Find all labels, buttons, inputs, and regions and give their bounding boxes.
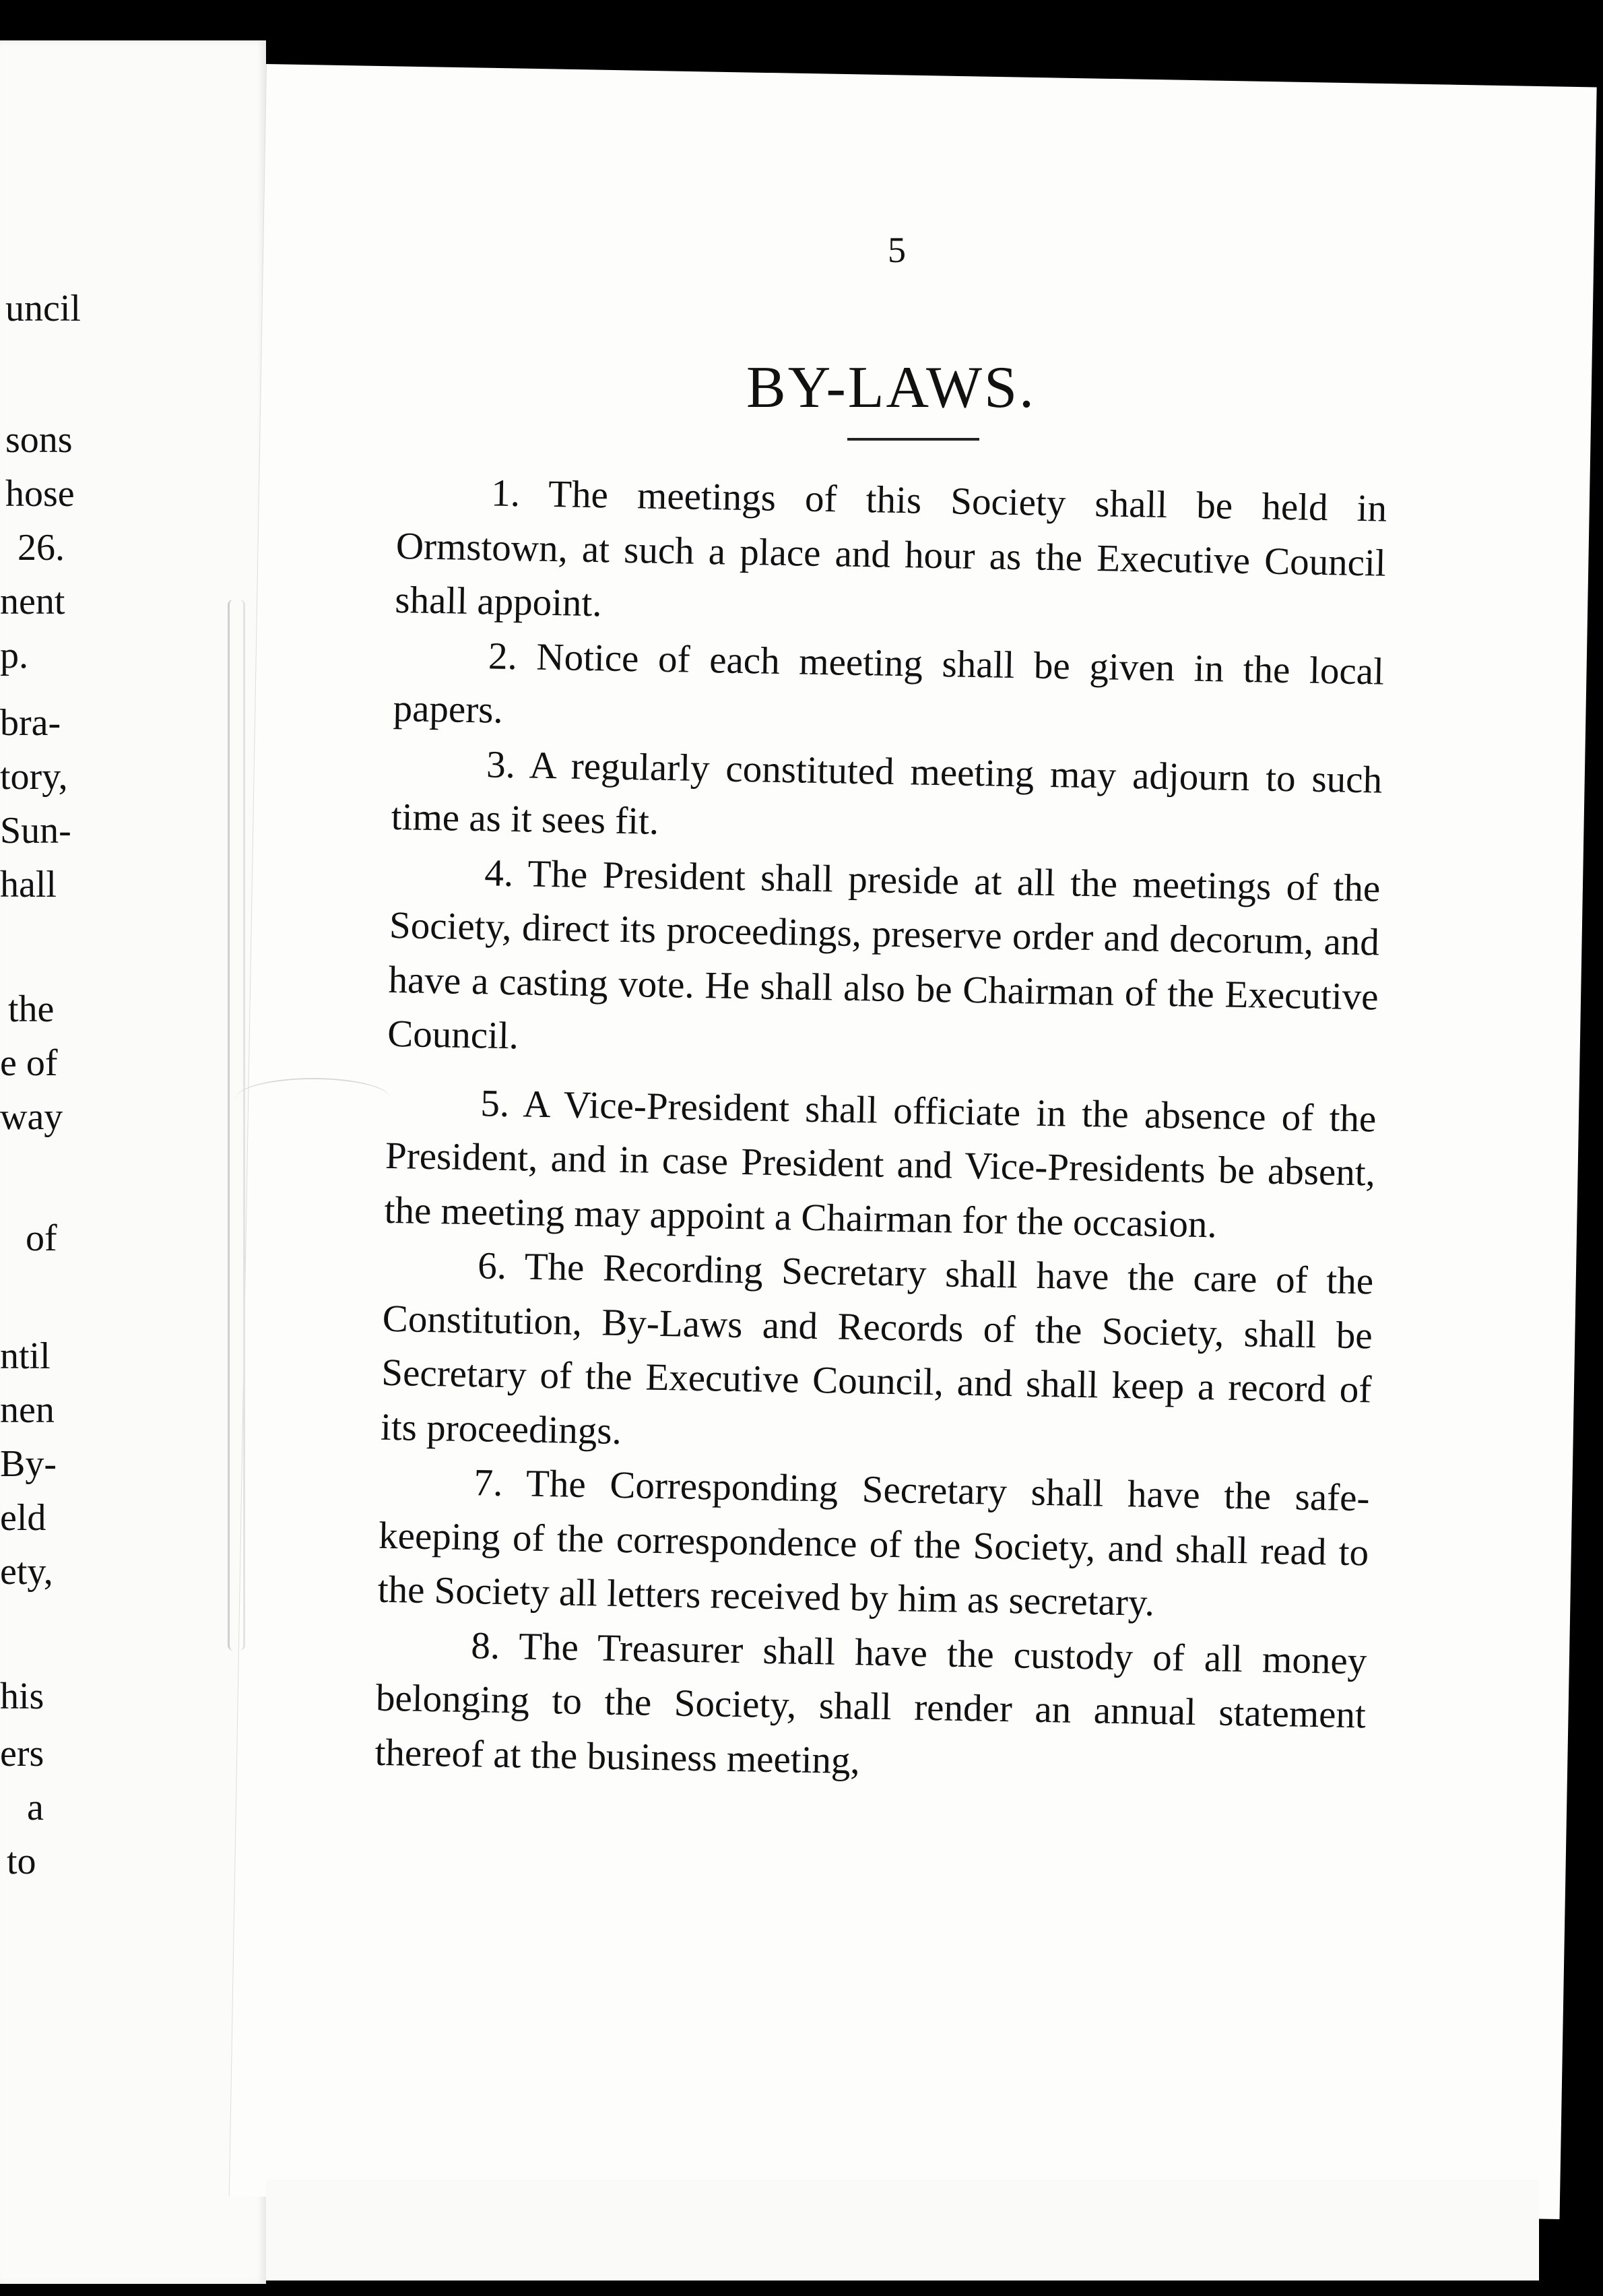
bylaw-paragraph: 1. The meetings of this Society shall be held in Ormstown, at such a place and hour as the Executive Council shall appoint. <box>394 472 1387 625</box>
bylaw-paragraph: 4. The President shall preside at all the meetings of the Society, direct its proceedings, preserve order and decorum, and have a casting vote. He shall also be Chairman of the Executive Council. <box>387 851 1381 1058</box>
left-fragment: ntil <box>0 1335 51 1377</box>
bylaw-paragraph: 2. Notice of each meeting shall be given in the local papers. <box>393 634 1385 732</box>
page-number: 5 <box>888 230 906 270</box>
bylaw-paragraph: 3. A regularly constituted meeting may adjourn to such time as it sees fit. <box>391 742 1383 843</box>
left-fragment: tory, <box>0 756 68 798</box>
left-fragment: hall <box>0 864 57 905</box>
left-fragment: of <box>26 1217 57 1259</box>
title-divider <box>847 438 979 441</box>
left-fragment: 26. <box>18 527 65 569</box>
left-fragment: his <box>0 1676 44 1717</box>
bylaw-paragraph: 6. The Recording Secretary shall have the care of the Constitution, By-Laws and Records of the Society, shall be Secretary of the Executive Council, and shall keep a record of its proceedings. <box>380 1244 1374 1453</box>
left-fragment: uncil <box>5 288 81 329</box>
left-fragment: Sun- <box>0 810 71 852</box>
left-fragment: way <box>0 1096 63 1138</box>
bylaws-body <box>374 465 1387 1797</box>
bylaw-paragraph: 8. The Treasurer shall have the custody of all money belonging to the Society, shall render an annual statement thereof at the business meeting, <box>374 1624 1367 1782</box>
left-fragment: e of <box>0 1042 58 1084</box>
left-fragment: hose <box>5 473 75 515</box>
left-fragment: the <box>8 988 55 1030</box>
left-fragment: nen <box>0 1389 55 1431</box>
page-title: BY-LAWS. <box>746 355 1037 420</box>
bylaw-paragraph: 5. A Vice-President shall officiate in the absence of the President, and in case President and Vice-Presidents be absent, the meeting may appoint a Chairman for the occasion. <box>384 1081 1377 1246</box>
left-fragment: sons <box>5 419 73 461</box>
left-fragment: ety, <box>0 1551 53 1593</box>
page-bottom-edge <box>266 2179 1539 2281</box>
left-fragment: By- <box>0 1443 57 1485</box>
left-fragment: eld <box>0 1497 46 1539</box>
left-fragment: p. <box>0 635 28 676</box>
binding-thread <box>228 600 245 1651</box>
left-fragment: nent <box>0 581 65 623</box>
left-fragment: a <box>27 1787 44 1828</box>
binding-thread-tie <box>236 1078 391 1120</box>
left-fragment: ers <box>0 1733 44 1775</box>
left-fragment: bra- <box>0 702 61 744</box>
bylaw-paragraph: 7. The Corresponding Secretary shall have the safe-keeping of the correspondence of the Society, and shall read to the Society all letters received by him as secretary. <box>377 1461 1370 1624</box>
left-fragment: to <box>7 1841 36 1882</box>
left-page <box>0 40 266 2284</box>
